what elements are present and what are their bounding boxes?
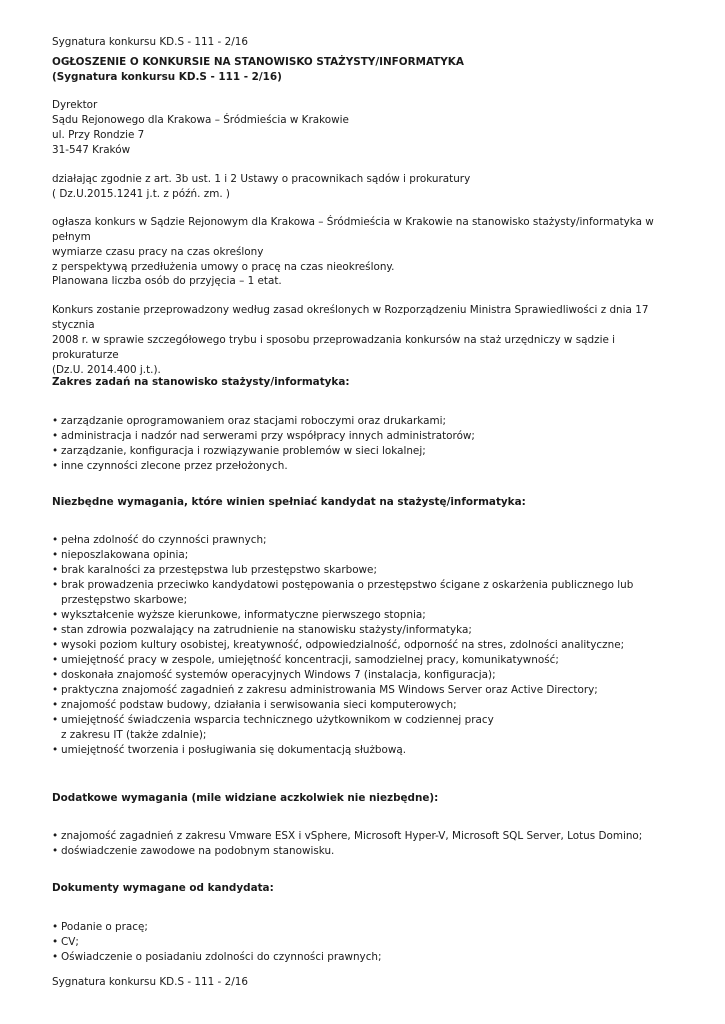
- list-item: [52, 429, 475, 444]
- list-item-text: • pełna zdolność do czynności prawnych;: [61, 534, 267, 546]
- address-line: ul. Przy Rondzie 7: [52, 129, 145, 141]
- address-line: Dyrektor: [52, 99, 98, 111]
- list-item-text: • umiejętność świadczenia wsparcia technicznego użytkownikom w codziennej pracy: [61, 714, 494, 726]
- list-item-text: • doskonała znajomość systemów operacyjnych Windows 7 (instalacja, konfiguracja);: [61, 669, 496, 681]
- list-item: [52, 935, 382, 950]
- list-item: [52, 623, 633, 638]
- announcement-line: z perspektywą przedłużenia umowy o pracę na czas nieokreślony.: [52, 261, 395, 273]
- list-item: [52, 444, 475, 459]
- list-item-text: • praktyczna znajomość zagadnień z zakresu administrowania MS Windows Server oraz Active Directory;: [61, 684, 598, 696]
- list-item: [52, 578, 633, 608]
- list-item: [52, 743, 633, 758]
- list-item: [52, 713, 633, 743]
- title-line: OGŁOSZENIE O KONKURSIE NA STANOWISKO STAŻYSTY/INFORMATYKA: [52, 56, 464, 68]
- list-item: [52, 844, 642, 859]
- list-item-text: • znajomość podstaw budowy, działania i serwisowania sieci komputerowych;: [61, 699, 457, 711]
- list-item-text: przestępstwo skarbowe;: [61, 594, 188, 606]
- regulation-line: 2008 r. w sprawie szczegółowego trybu i sposobu przeprowadzania konkursów na staż urzędniczy w sądzie i prokuraturze: [52, 334, 616, 361]
- list-item-text: • Oświadczenie o posiadaniu zdolności do czynności prawnych;: [61, 951, 382, 963]
- list-item-text: • CV;: [61, 936, 79, 948]
- list-item: [52, 683, 633, 698]
- section-heading-required: Niezbędne wymagania, które winien spełniać kandydat na stażystę/informatyka:: [52, 496, 526, 508]
- address-block: [52, 98, 349, 158]
- list-additional: [52, 829, 642, 859]
- list-item-text: • brak prowadzenia przeciwko kandydatowi postępowania o przestępstwo ścigane z oskarżenia publicznego lub: [61, 579, 634, 591]
- list-item-text: • zarządzanie, konfiguracja i rozwiązywanie problemów w sieci lokalnej;: [61, 445, 426, 457]
- list-item: [52, 563, 633, 578]
- list-item: [52, 698, 633, 713]
- announcement-paragraph: [52, 215, 682, 275]
- section-heading-tasks: Zakres zadań na stanowisko stażysty/informatyka:: [52, 376, 350, 388]
- list-item-text: • wykształcenie wyższe kierunkowe, informatyczne pierwszego stopnia;: [61, 609, 426, 621]
- legal-basis-line: ( Dz.U.2015.1241 j.t. z późń. zm. ): [52, 188, 230, 200]
- list-item-text: • znajomość zagadnień z zakresu Vmware ESX i vSphere, Microsoft Hyper-V, Microsoft SQL Server, Lotus Domino;: [61, 830, 643, 842]
- page-footer-signature: Sygnatura konkursu KD.S - 111 - 2/16: [52, 976, 248, 988]
- list-item-text: • stan zdrowia pozwalający na zatrudnienie na stanowisku stażysty/informatyka;: [61, 624, 472, 636]
- legal-basis: [52, 172, 470, 202]
- list-item-text: z zakresu IT (także zdalnie);: [61, 729, 207, 741]
- list-item: [52, 653, 633, 668]
- list-item: [52, 829, 642, 844]
- regulation-line: Konkurs zostanie przeprowadzony według zasad określonych w Rozporządzeniu Ministra Sprawiedliwości z dnia 17 stycznia: [52, 304, 649, 331]
- announcement-line: wymiarze czasu pracy na czas określony: [52, 246, 264, 258]
- legal-basis-line: działając zgodnie z art. 3b ust. 1 i 2 Ustawy o pracownikach sądów i prokuratury: [52, 173, 471, 185]
- list-item-text: • Podanie o pracę;: [61, 921, 148, 933]
- list-item: [52, 533, 633, 548]
- list-item-text: • administracja i nadzór nad serwerami przy współpracy innych administratorów;: [61, 430, 475, 442]
- regulation-paragraph: [52, 303, 682, 378]
- list-item: [52, 638, 633, 653]
- list-item: [52, 608, 633, 623]
- page-header-signature: Sygnatura konkursu KD.S - 111 - 2/16: [52, 36, 248, 48]
- section-heading-documents: Dokumenty wymagane od kandydata:: [52, 882, 274, 894]
- address-line: 31-547 Kraków: [52, 144, 131, 156]
- list-item-text: • umiejętność pracy w zespole, umiejętność koncentracji, samodzielnej pracy, komunikatywność;: [61, 654, 559, 666]
- list-item: [52, 414, 475, 429]
- announcement-line: ogłasza konkurs w Sądzie Rejonowym dla Krakowa – Śródmieścia w Krakowie na stanowisko stażysty/informatyka w pełnym: [52, 216, 654, 243]
- list-item-text: • brak karalności za przestępstwa lub przestępstwo skarbowe;: [61, 564, 377, 576]
- list-item: [52, 950, 382, 965]
- list-item-text: • wysoki poziom kultury osobistej, kreatywność, odpowiedzialność, odporność na stres, zdolności analityczne;: [61, 639, 625, 651]
- list-documents: [52, 920, 382, 965]
- list-item-text: • doświadczenie zawodowe na podobnym stanowisku.: [61, 845, 335, 857]
- regulation-line: (Dz.U. 2014.400 j.t.).: [52, 364, 161, 376]
- list-item: [52, 668, 633, 683]
- section-heading-additional: Dodatkowe wymagania (mile widziane aczkolwiek nie niezbędne):: [52, 792, 439, 804]
- document-title: [52, 55, 464, 85]
- list-tasks: [52, 414, 475, 474]
- list-item: [52, 459, 475, 474]
- list-item: [52, 548, 633, 563]
- positions-paragraph: Planowana liczba osób do przyjęcia – 1 etat.: [52, 275, 282, 287]
- list-item-text: • inne czynności zlecone przez przełożonych.: [61, 460, 288, 472]
- list-item-text: • zarządzanie oprogramowaniem oraz stacjami roboczymi oraz drukarkami;: [61, 415, 446, 427]
- title-signature-line: (Sygnatura konkursu KD.S - 111 - 2/16): [52, 71, 282, 83]
- address-line: Sądu Rejonowego dla Krakowa – Śródmieścia w Krakowie: [52, 114, 349, 126]
- list-item: [52, 920, 382, 935]
- list-item-text: • umiejętność tworzenia i posługiwania się dokumentacją służbową.: [61, 744, 407, 756]
- list-item-text: • nieposzlakowana opinia;: [61, 549, 189, 561]
- list-required: [52, 533, 633, 758]
